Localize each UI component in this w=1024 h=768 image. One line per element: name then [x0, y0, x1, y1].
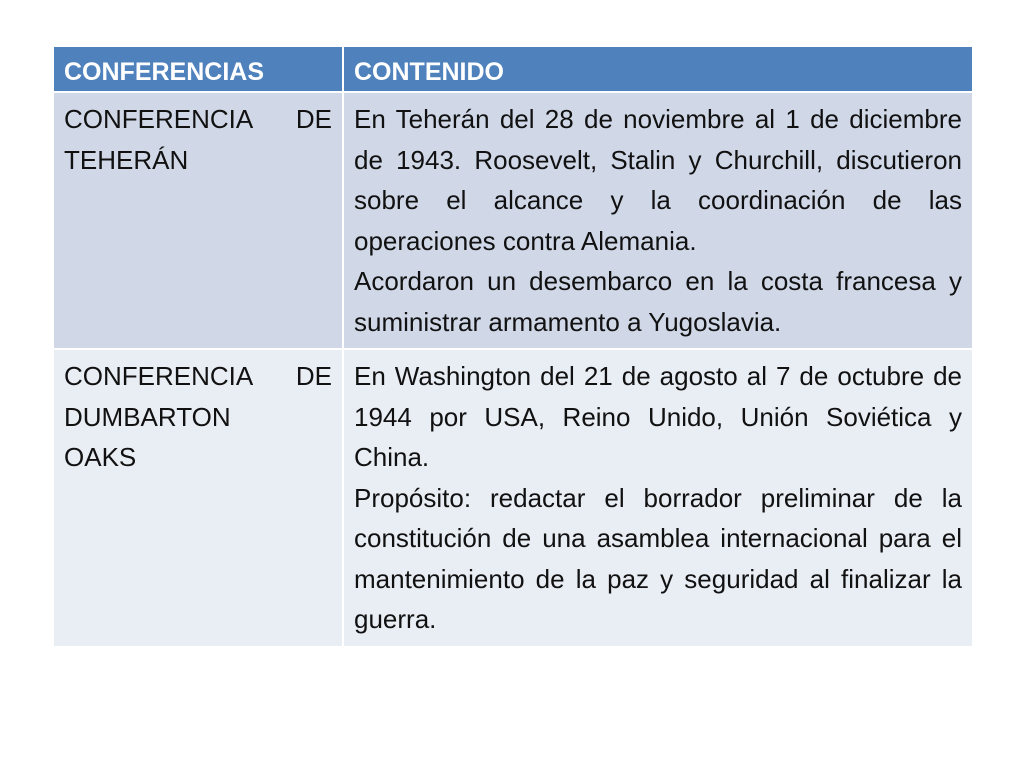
content-paragraph: Propósito: redactar el borrador preliminar de la constitución de una asamblea internacional para el mantenimiento de la paz y seguridad al finalizar la guerra. — [354, 482, 962, 634]
table-row — [53, 92, 973, 349]
table-header-row — [53, 46, 973, 92]
conference-name-line: CONFERENCIA DE — [64, 104, 332, 134]
conference-name-line: TEHERÁN — [64, 144, 189, 175]
conferences-table — [52, 45, 974, 648]
header-contenido: CONTENIDO — [343, 46, 973, 92]
conference-name-cell — [53, 349, 343, 647]
header-conferencias: CONFERENCIAS — [53, 46, 343, 92]
conference-name-line: DUMBARTON — [64, 401, 231, 432]
content-paragraph: En Washington del 21 de agosto al 7 de octubre de 1944 por USA, Reino Unido, Unión Soviética y China. — [354, 361, 962, 472]
conference-name-line: OAKS — [64, 442, 137, 472]
conference-content-cell — [343, 92, 973, 349]
content-paragraph: En Teherán del 28 de noviembre al 1 de diciembre de 1943. Roosevelt, Stalin y Churchill, discutieron sobre el alcance y la coordinación de las operaciones contra Alemania. — [354, 104, 962, 256]
table-row — [53, 349, 973, 647]
content-paragraph: Acordaron un desembarco en la costa francesa y suministrar armamento a Yugoslavia. — [354, 266, 962, 337]
conference-content-cell — [343, 349, 973, 647]
conference-name-line: CONFERENCIA DE — [64, 361, 332, 391]
conference-name-cell — [53, 92, 343, 349]
